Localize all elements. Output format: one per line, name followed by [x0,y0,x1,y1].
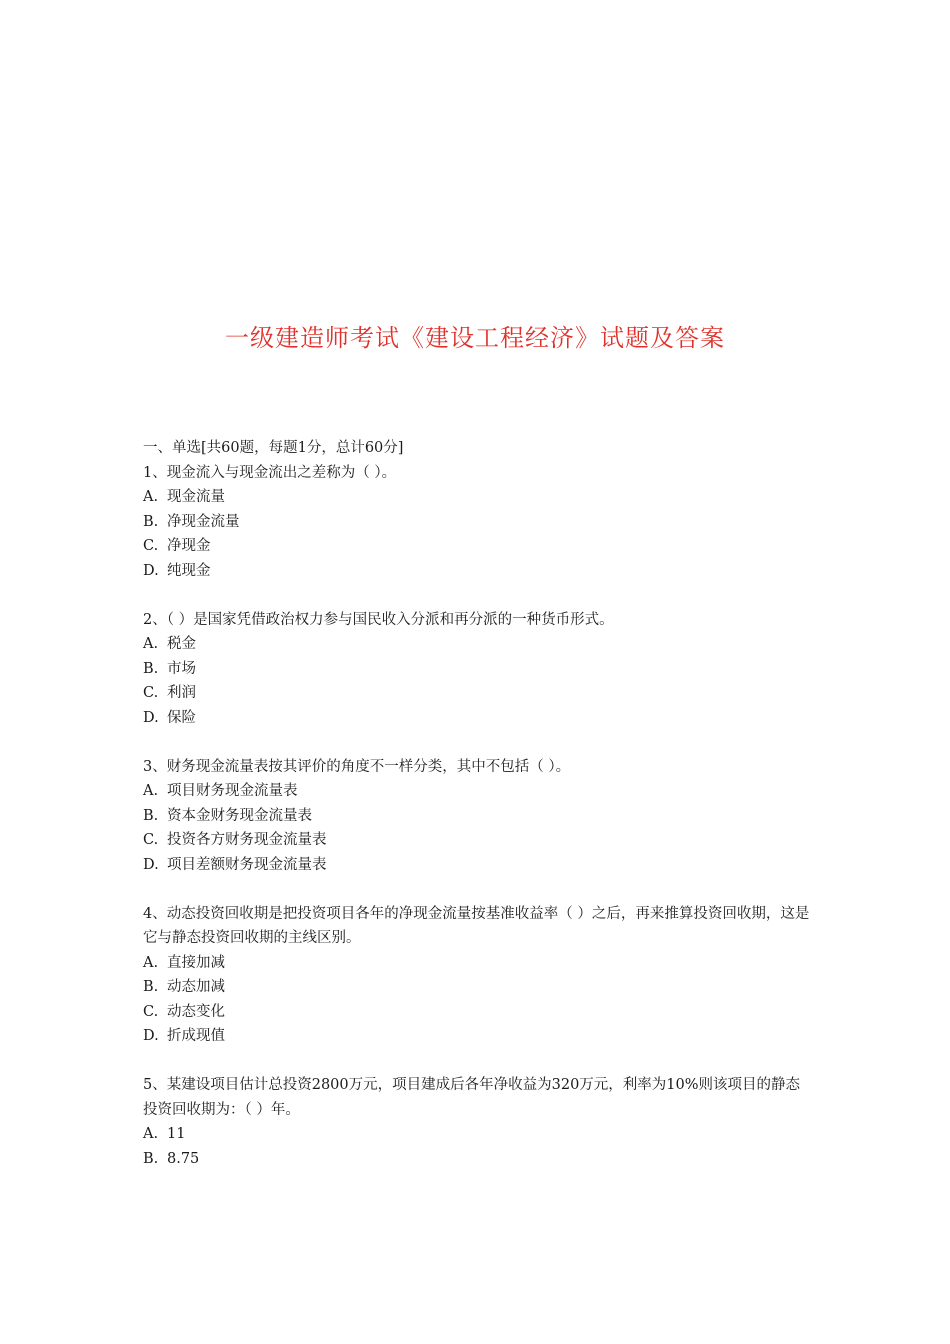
option-letter: D. [143,1028,159,1045]
document-body [143,436,813,1195]
option-letter: B. [143,1150,159,1167]
option-letter: A. [143,954,159,971]
question-stem: 1、现金流入与现金流出之差称为（ ）。 [143,464,397,481]
option-c [143,1000,813,1025]
question-3 [143,755,813,878]
option-text: 8.75 [167,1150,200,1167]
question-stem: 4、动态投资回收期是把投资项目各年的净现金流量按基准收益率（ ）之后，再来推算投资回收期，这是它与静态投资回收期的主线区别。 [143,905,810,947]
option-text: 项目差额财务现金流量表 [167,856,327,873]
option-b [143,804,813,829]
document-title: 一级建造师考试《建设工程经济》试题及答案 [225,324,725,352]
option-letter: C. [143,538,159,555]
option-text: 11 [167,1126,186,1143]
option-a [143,1122,813,1147]
option-letter: B. [143,660,159,677]
option-text: 项目财务现金流量表 [167,783,298,800]
option-a [143,779,813,804]
option-letter: C. [143,685,159,702]
option-letter: B. [143,807,159,824]
option-b [143,975,813,1000]
option-b [143,657,813,682]
question-stem: 5、某建设项目估计总投资2800万元，项目建成后各年净收益为320万元，利率为10%则该项目的静态投资回收期为：（ ）年。 [143,1077,801,1118]
option-text: 动态变化 [167,1003,225,1020]
option-letter: A. [143,636,159,653]
option-letter: D. [143,856,159,873]
option-d [143,1024,813,1049]
option-text: 纯现金 [167,562,211,579]
option-a [143,485,813,510]
option-text: 投资各方财务现金流量表 [167,832,327,849]
question-4 [143,902,813,1050]
option-letter: A. [143,489,159,506]
option-text: 动态加减 [167,979,225,996]
option-text: 资本金财务现金流量表 [167,807,312,824]
option-d [143,559,813,584]
option-c [143,681,813,706]
option-d [143,706,813,731]
option-letter: D. [143,562,159,579]
option-text: 现金流量 [167,489,225,506]
option-text: 保险 [167,709,196,726]
section-heading: 一、单选[共60题，每题1分，总计60分] [143,440,404,456]
option-a [143,951,813,976]
option-text: 利润 [167,685,196,702]
option-letter: D. [143,709,159,726]
option-text: 市场 [167,660,196,677]
option-letter: A. [143,783,159,800]
option-b [143,510,813,535]
option-text: 净现金流量 [167,513,240,530]
question-stem: 2、（ ）是国家凭借政治权力参与国民收入分派和再分派的一种货币形式。 [143,611,614,628]
option-letter: B. [143,513,159,530]
option-a [143,632,813,657]
question-2 [143,608,813,731]
option-letter: C. [143,1003,159,1020]
option-text: 税金 [167,636,196,653]
question-5 [143,1073,813,1171]
question-1 [143,461,813,584]
option-letter: A. [143,1126,159,1143]
option-text: 直接加减 [167,954,225,971]
option-text: 净现金 [167,538,211,555]
option-b [143,1147,813,1172]
question-stem: 3、财务现金流量表按其评价的角度不一样分类，其中不包括（ ）。 [143,758,571,775]
option-d [143,853,813,878]
option-text: 折成现值 [167,1028,225,1045]
option-c [143,828,813,853]
option-letter: C. [143,832,159,849]
option-c [143,534,813,559]
option-letter: B. [143,979,159,996]
